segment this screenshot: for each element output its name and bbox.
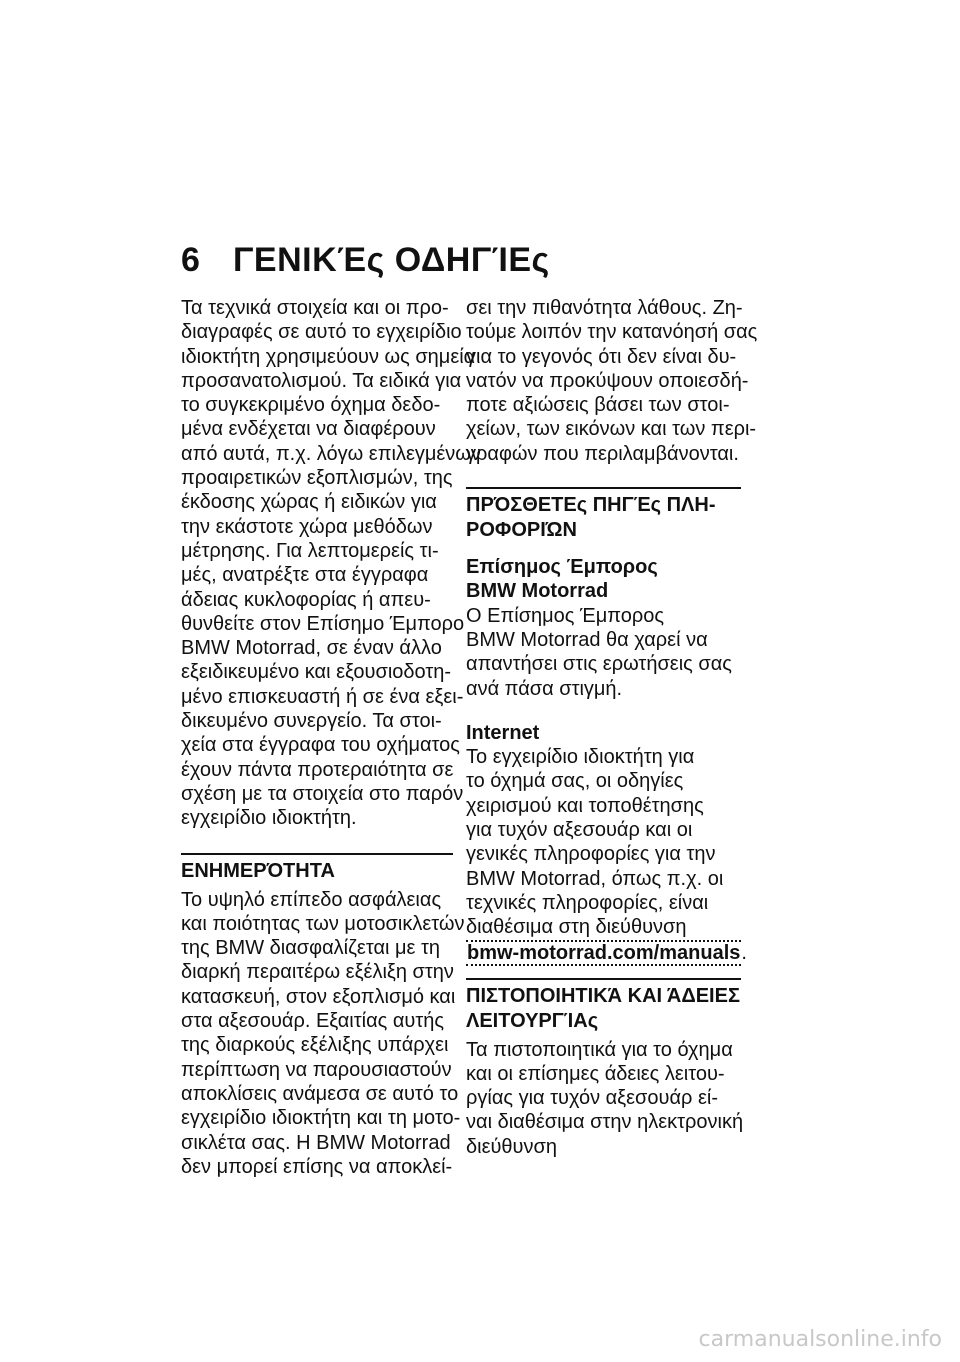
- update-heading: ΕΝΗΜΕΡΌΤΗΤΑ: [181, 859, 335, 882]
- text-line: Τα πιστοποιητικά για το όχημα: [466, 1038, 733, 1061]
- manuals-link[interactable]: bmw-motorrad.com/manuals: [467, 941, 741, 964]
- text-line: δικευμένο συνεργείο. Τα στοι-: [181, 710, 442, 733]
- text-line: έχουν πάντα προτεραιότητα σε: [181, 758, 454, 781]
- text-line: γενικές πληροφορίες για την: [466, 843, 716, 866]
- text-line: BMW Motorrad, σε έναν άλλο: [181, 637, 442, 660]
- continued-paragraph: [466, 296, 758, 466]
- text-line: ποτε αξιώσεις βάσει των στοι-: [466, 394, 730, 417]
- manuals-link-line: [466, 940, 747, 966]
- text-line: μέτρησης. Για λεπτομερείς τι-: [181, 539, 439, 562]
- text-line: προαιρετικών εξοπλισμών, της: [181, 467, 453, 490]
- text-line: ργίας για τυχόν αξεσουάρ εί-: [466, 1087, 718, 1110]
- left-column: [181, 296, 481, 1179]
- text-line: τούμε λοιπόν την κατανόησή σας: [466, 321, 758, 344]
- text-line: απαντήσει στις ερωτήσεις σας: [466, 653, 732, 676]
- text-line: άδειας κυκλοφορίας ή απευ-: [181, 588, 431, 611]
- link-suffix: .: [741, 941, 747, 964]
- text-line: θυνθείτε στον Επίσημο Έμπορο: [181, 612, 465, 635]
- text-line: αποκλίσεις ανάμεσα σε αυτό το: [181, 1082, 459, 1105]
- text-line: κατασκευή, στον εξοπλισμό και: [181, 985, 456, 1008]
- text-line: ΡΟΦΟΡΙΏΝ: [466, 519, 577, 542]
- text-line: χειρισμού και τοποθέτησης: [466, 794, 704, 817]
- text-line: Το εγχειρίδιο ιδιοκτήτη για: [466, 746, 695, 769]
- text-line: μένο επισκευαστή ή σε ένα εξει-: [181, 685, 464, 708]
- text-line: εγχειρίδιο ιδιοκτήτη.: [181, 807, 357, 830]
- text-line: εξειδικευμένο και εξουσιοδοτη-: [181, 661, 452, 684]
- text-line: ανά πάσα στιγμή.: [466, 677, 623, 700]
- text-line: περίπτωση να παρουσιαστούν: [181, 1058, 452, 1081]
- sources-heading: [466, 493, 741, 543]
- chapter-number: 6: [181, 241, 201, 279]
- text-line: για τυχόν αξεσουάρ και οι: [466, 819, 693, 842]
- section-divider: [181, 853, 453, 855]
- text-line: εγχειρίδιο ιδιοκτήτη και τη μοτο-: [181, 1107, 461, 1130]
- intro-paragraph: [181, 296, 481, 831]
- right-column: [466, 296, 758, 1159]
- text-line: ιδιοκτήτη χρησιμεύουν ως σημεία: [181, 345, 476, 368]
- text-line: χεία στα έγγραφα του οχήματος: [181, 734, 460, 757]
- text-line: διαθέσιμα στη διεύθυνση: [466, 916, 687, 939]
- text-line: μές, ανατρέξτε στα έγγραφα: [181, 564, 429, 587]
- certificates-paragraph: [466, 1038, 744, 1159]
- text-line: έκδοσης χώρας ή ειδικών για: [181, 491, 437, 514]
- text-line: το όχημά σας, οι οδηγίες: [466, 770, 684, 793]
- section-divider: [466, 978, 741, 980]
- text-line: χείων, των εικόνων και των περι-: [466, 418, 757, 441]
- text-line: νατόν να προκύψουν οποιεσδή-: [466, 369, 749, 392]
- text-line: δεν μπορεί επίσης να αποκλεί-: [181, 1155, 453, 1178]
- text-line: σικλέτα σας. Η BMW Motorrad: [181, 1131, 451, 1154]
- text-line: από αυτά, π.χ. λόγω επιλεγμένων: [181, 442, 481, 465]
- text-line: Ο Επίσημος Έμπορος: [466, 604, 664, 627]
- internet-paragraph: [466, 745, 741, 939]
- text-line: γραφών που περιλαμβάνονται.: [466, 442, 739, 465]
- text-line: τεχνικές πληροφορίες, είναι: [466, 891, 709, 914]
- text-line: BMW Motorrad, όπως π.χ. οι: [466, 867, 724, 890]
- text-line: στα αξεσουάρ. Εξαιτίας αυτής: [181, 1010, 444, 1033]
- text-line: διεύθυνση: [466, 1135, 557, 1158]
- text-line: ΛΕΙΤΟΥΡΓΊΑς: [466, 1009, 599, 1032]
- chapter-heading: ΓΕΝΙΚΈς ΟΔΗΓΊΕς: [233, 241, 550, 279]
- certificates-heading: [466, 984, 741, 1034]
- text-line: το συγκεκριμένο όχημα δεδο-: [181, 394, 441, 417]
- text-line: διαρκή περαιτέρω εξέλιξη στην: [181, 961, 454, 984]
- text-line: ΠΙΣΤΟΠΟΙΗΤΙΚΆ ΚΑΙ ΆΔΕΙΕΣ: [466, 984, 740, 1007]
- text-line: διαγραφές σε αυτό το εγχειρίδιο: [181, 321, 462, 344]
- text-line: προσανατολισμού. Τα ειδικά για: [181, 369, 462, 392]
- section-divider: [466, 487, 741, 489]
- text-line: σχέση με τα στοιχεία στο παρόν: [181, 782, 464, 805]
- text-line: μένα ενδέχεται να διαφέρουν: [181, 418, 436, 441]
- watermark: carmanualsonline.info: [698, 1327, 942, 1352]
- text-line: BMW Motorrad: [466, 580, 609, 603]
- text-line: σει την πιθανότητα λάθους. Ζη-: [466, 297, 743, 319]
- chapter-title: [181, 240, 550, 280]
- text-line: ναι διαθέσιμα στην ηλεκτρονική: [466, 1111, 744, 1134]
- text-line: την εκάστοτε χώρα μεθόδων: [181, 515, 433, 538]
- text-line: για το γεγονός ότι δεν είναι δυ-: [466, 345, 737, 368]
- text-line: Επίσημος Έμπορος: [466, 556, 658, 579]
- text-line: Το υψηλό επίπεδο ασφάλειας: [181, 888, 442, 911]
- update-paragraph: [181, 888, 465, 1180]
- text-line: και ποιότητας των μοτοσικλετών: [181, 912, 465, 935]
- dealer-heading: [466, 555, 741, 604]
- text-line: ΠΡΌΣΘΕΤΕς ΠΗΓΈς ΠΛΗ-: [466, 494, 716, 517]
- dealer-paragraph: [466, 604, 741, 701]
- text-line: της BMW διασφαλίζεται με τη: [181, 937, 441, 960]
- internet-heading: Internet: [466, 721, 540, 744]
- text-line: της διαρκούς εξέλιξης υπάρχει: [181, 1034, 449, 1057]
- text-line: BMW Motorrad θα χαρεί να: [466, 628, 708, 651]
- text-line: και οι επίσημες άδειες λειτου-: [466, 1062, 725, 1085]
- text-line: Τα τεχνικά στοιχεία και οι προ-: [181, 297, 449, 319]
